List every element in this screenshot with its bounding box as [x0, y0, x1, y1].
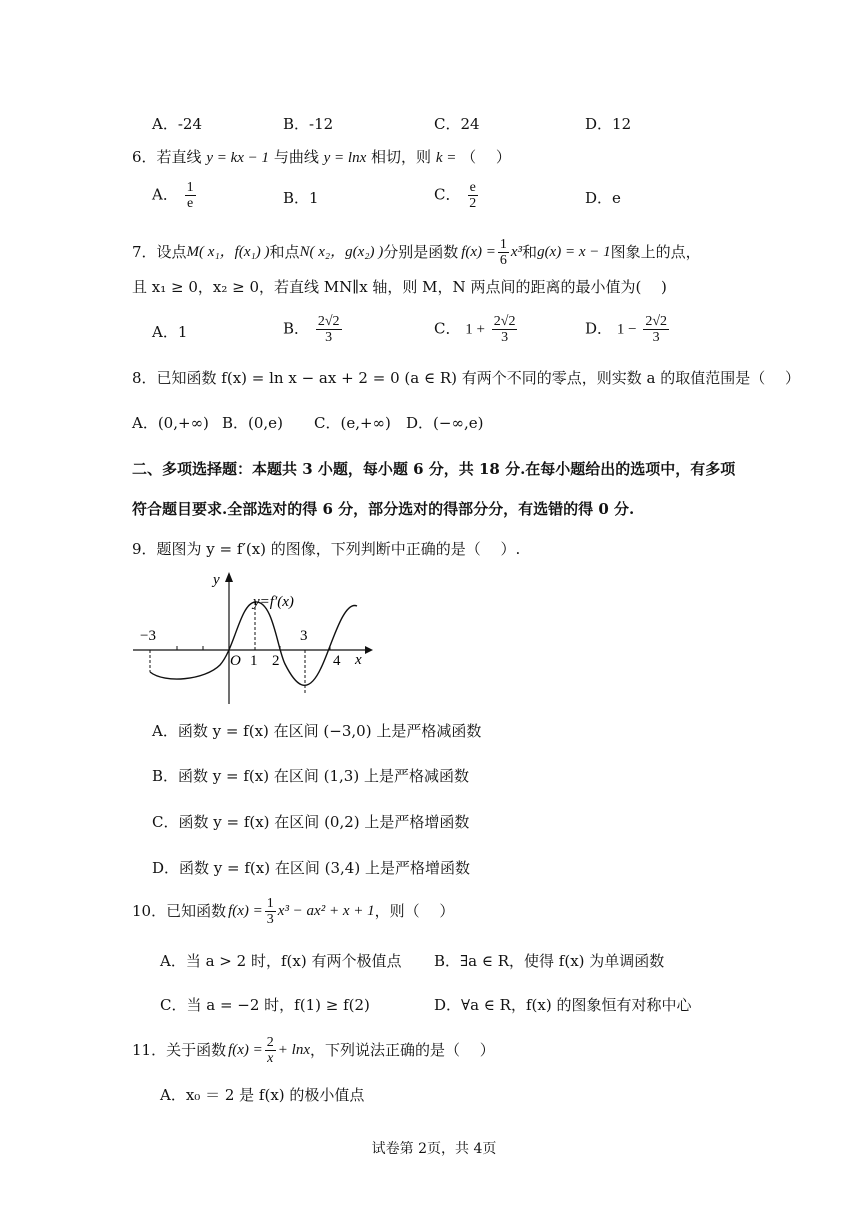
y-axis-arrow-icon [225, 572, 233, 582]
section-heading-line1: 二、多项选择题：本题共 3 小题，每小题 6 分，共 18 分.在每小题给出的选项中，有多项 [132, 460, 736, 478]
q10-option-b: B．∃a ∈ R，使得 f(x) 为单调函数 [434, 952, 665, 970]
question-10-stem: 10．已知函数 f(x) = $\frac{1}{3}$ x³ − ax² + x + 1 ，则（ ） [132, 895, 455, 927]
page-footer: 试卷第 2页，共 4页 [371, 1141, 497, 1157]
q5-option-b: B．-12 [283, 115, 334, 133]
q6-option-d: D．e [585, 189, 621, 207]
q7-option-a: A．1 [152, 323, 188, 341]
q6-option-a: A． $\frac{1}{e}$ [152, 180, 194, 211]
q8-option-b: B．(0,e) [222, 414, 283, 432]
tick-label: 2 [272, 653, 280, 669]
fraction: $\frac{1}{3}$ [266, 895, 274, 927]
section-heading-line2: 符合题目要求.全部选对的得 6 分，部分选对的得部分分，有选错的得 0 分. [132, 500, 635, 518]
tick-label: 1 [250, 653, 258, 669]
q6-option-c: C． $\frac{e}{2}$ [434, 180, 477, 211]
fraction: $\frac{2√2}{3}$ [317, 314, 340, 345]
q10-option-a: A．当 a > 2 时，f(x) 有两个极值点 [160, 952, 402, 970]
q8-option-a: A．(0,+∞) [132, 414, 209, 432]
origin-label: O [230, 653, 241, 669]
q8-option-d: D．(−∞,e) [406, 414, 484, 432]
fraction: $\frac{2√2}{3}$ [493, 314, 516, 345]
q5-option-d: D．12 [585, 115, 632, 133]
fraction: $\frac{2√2}{3}$ [645, 314, 667, 345]
y-axis-label: y [213, 572, 220, 588]
question-8-stem: 8．已知函数 f(x) = ln x − ax + 2 = 0 (a ∈ R) 有两个不同的零点，则实数 a 的取值范围是（ ） [132, 369, 800, 387]
question-9-stem: 9．题图为 y = f′(x) 的图像，下列判断中正确的是（ ）. [132, 540, 521, 558]
q9-option-c: C．函数 y = f(x) 在区间 (0,2) 上是严格增函数 [152, 813, 470, 831]
question-7-line2: 且 x₁ ≥ 0，x₂ ≥ 0，若直线 MN∥x 轴，则 M，N 两点间的距离的最小值为( ) [132, 278, 667, 296]
q6-option-b: B．1 [283, 189, 319, 207]
q9-option-a: A．函数 y = f(x) 在区间 (−3,0) 上是严格减函数 [152, 722, 482, 740]
question-11-stem: 11．关于函数 f(x) = $\frac{2}{x}$ + lnx ，下列说法正确的是（ ） [132, 1034, 495, 1066]
derivative-curve [150, 602, 357, 685]
q11-option-a: A．x₀ ＝ 2 是 f(x) 的极小值点 [160, 1086, 365, 1104]
curve-label: y=f′(x) [253, 594, 294, 610]
q7-option-c: C． 1 + $\frac{2√2}{3}$ [434, 314, 516, 345]
tick-label: −3 [140, 628, 156, 644]
q5-option-c: C．24 [434, 115, 480, 133]
question-6-stem: 6．若直线 y = kx − 1 与曲线 y = lnx 相切，则 k = （ ） [132, 148, 511, 166]
fraction: $\frac{1}{6}$ [499, 236, 507, 268]
tick-label: 3 [300, 628, 308, 644]
derivative-graph [125, 568, 375, 708]
x-axis-label: x [355, 652, 362, 668]
fraction: $\frac{2}{x}$ [266, 1034, 274, 1066]
q10-option-c: C．当 a = −2 时，f(1) ≥ f(2) [160, 996, 370, 1014]
q7-option-b: B． $\frac{2√2}{3}$ [283, 314, 340, 345]
q9-option-b: B．函数 y = f(x) 在区间 (1,3) 上是严格减函数 [152, 767, 469, 785]
x-axis-arrow-icon [365, 646, 373, 654]
question-7-line1: 7．设点 M( x₁，f(x₁) ) 和点 N( x₂，g(x₂) ) 分别是函数 f(x) = $\frac{1}{6}$ x³ 和 g(x) = x − 1 图象上的点， [132, 236, 701, 268]
fraction: $\frac{e}{2}$ [469, 180, 477, 211]
q9-option-d: D．函数 y = f(x) 在区间 (3,4) 上是严格增函数 [152, 859, 470, 877]
q7-option-d: D． 1 − $\frac{2√2}{3}$ [585, 314, 667, 345]
fraction: $\frac{1}{e}$ [186, 180, 194, 211]
q8-option-c: C．(e,+∞) [314, 414, 391, 432]
q5-option-a: A．-24 [152, 115, 202, 133]
q10-option-d: D．∀a ∈ R，f(x) 的图象恒有对称中心 [434, 996, 692, 1014]
tick-label: 4 [333, 653, 341, 669]
